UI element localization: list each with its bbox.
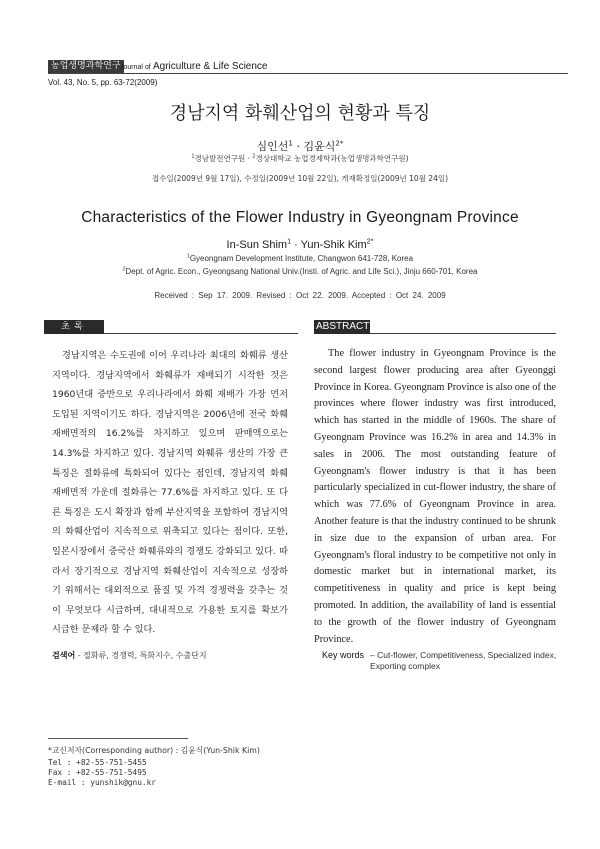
- affil-english-1-sup: 1: [186, 253, 190, 260]
- journal-header: [48, 60, 568, 76]
- keywords-korean: [52, 650, 288, 661]
- author1-english: In-Sun Shim: [226, 239, 288, 251]
- title-korean: 경남지역 화훼산업의 현황과 특징: [169, 103, 431, 124]
- volume-line: Vol. 43, No. 5, pp. 63-72(2009): [48, 78, 158, 87]
- affil-english-2-text: Dept. of Agric. Econ., Gyeongsang National Univ.(Insti. of Agric. and Life Sci.), Jinju 660-701, Korea: [125, 267, 478, 276]
- contact-fax: Fax : +82-55-751-5495: [48, 768, 147, 777]
- abstract-korean-heading: [44, 320, 298, 334]
- affil-korean-sup2: 2: [252, 153, 256, 160]
- abstract-korean-heading-label: 초록: [44, 320, 104, 334]
- keywords-english-label: Key words: [322, 650, 365, 660]
- keywords-english: [322, 650, 558, 672]
- abstract-english-heading: [314, 320, 556, 334]
- author-separator-english: ·: [291, 239, 301, 251]
- corresponding-footnote: [48, 746, 348, 788]
- keywords-english-values: – Cut-flower, Competitiveness, Specialized index, Exporting complex: [370, 650, 557, 671]
- affil-korean-sup1: 1: [191, 153, 195, 160]
- journal-badge: 농업생명과학연구: [48, 60, 124, 73]
- author1-korean: 심인선: [256, 140, 289, 153]
- author-separator-korean: ·: [292, 140, 304, 153]
- footnote-rule: [48, 738, 188, 739]
- contact-email: E-mail : yunshik@gnu.kr: [48, 778, 156, 787]
- affil-korean-1: 경남발전연구원 ·: [194, 154, 253, 163]
- abstract-korean-body: 경남지역은 수도권에 이어 우리나라 최대의 화훼류 생산지역이다. 경남지역에서 화훼류가 재배되기 시작한 것은 1960년대 중반으로 우리나라에서 화훼 재배가 가장 먼저 도입된 지역이기도 하다. 경남지역은 2006년에 전국 화훼 재배면적의 16.2%를 차지하고 있으며 판매액으로는 14.3%를 차지하고 있다. 경남지역 화훼류 생산의 가장 큰 특징은 절화류에 특화되어 있다는 점인데, 경남지역 화훼 재배면적 가운데 절화류는 77.6%를 차지하고 있다. 또 다른 특징은 도시 확장과 함께 부산지역을 포함하여 경남지역의 화훼산업이 지속적으로 위축되고 있다는 점이다. 또한, 일본시장에서 중국산 화훼류와의 경쟁도 강화되고 있다. 따라서 장기적으로 경남지역 화훼산업이 지속적으로 성장하기 위해서는 대외적으로 품질 및 가격 경쟁력을 갖추는 것이 무엇보다 시급하며, 대내적으로 가용한 토지를 확보가 시급한 문제라 할 수 있다.: [52, 350, 288, 636]
- affil-english-2-sup: 2: [122, 266, 126, 273]
- author2-korean-sup: 2*: [335, 138, 344, 148]
- affiliation-korean: [48, 154, 552, 164]
- dates-korean: 접수일(2009년 9월 17일), 수정일(2009년 10월 22일), 게재확정일(2009년 10월 24일): [151, 174, 449, 183]
- affil-korean-2: 경상대학교 농업경제학과(농업생명과학연구원): [255, 154, 409, 163]
- dates-english: Received : Sep 17. 2009. Revised : Oct 22. 2009. Accepted : Oct 24. 2009: [154, 291, 446, 300]
- keywords-korean-label: 검색어: [52, 651, 76, 660]
- authors-english: [48, 238, 552, 252]
- author1-english-sup: 1: [287, 237, 292, 246]
- journal-name-main: Agriculture & Life Science: [152, 61, 268, 72]
- author2-english: Yun-Shik Kim: [300, 239, 367, 251]
- journal-name-prefix: Journal of: [120, 64, 151, 71]
- header-rule: [48, 73, 568, 74]
- corresponding-author: *교신저자(Corresponding author) : 김윤식(Yun-Shik Kim): [48, 746, 260, 755]
- contact-tel: Tel : +82-55-751-5455: [48, 758, 147, 767]
- abstract-english-heading-label: ABSTRACT: [316, 321, 370, 332]
- affiliation-english-2: [48, 266, 552, 277]
- affil-english-1-text: Gyeongnam Development Institute, Changwon 641-728, Korea: [189, 254, 414, 263]
- authors-korean: [48, 140, 552, 154]
- journal-name: [120, 60, 268, 74]
- abstract-english-body: The flower industry in Gyeongnam Province is the second largest flower producing area after Gyeonggi Province in Korea. Gyeongnam Province is also one of the provinces where flower industry was first introduced, which has started in the middle of 1960s. The share of Gyeongnam Province was 16.2% in area and 14.3% in sales in 2006. The most outstanding feature of Gyeongnam's flower industry is that it has been particularly specialized in cut-flower industry, the share of which was 77.6% of Gyeongnam Province in area. Another feature is that the industry continued to be shrunk in size due to the expansion of urban area. For Gyeongnam's floral industry to be competitive not only in domestic market but in international market, its competitiveness in quality and price is kept being promoted. In addition, the availability of land is essential to the growth of the flower industry of Gyeongnam Province.: [314, 348, 556, 645]
- author2-korean: 김윤식: [303, 140, 336, 153]
- keywords-english-row: [322, 650, 558, 672]
- author2-english-sup: 2*: [366, 237, 374, 246]
- keywords-korean-values: - 절화류, 경쟁력, 특화지수, 수출단지: [75, 651, 207, 660]
- title-english: Characteristics of the Flower Industry in Gyeongnam Province: [81, 209, 519, 226]
- author1-korean-sup: 1: [288, 138, 293, 148]
- affiliation-english-1: [48, 253, 552, 264]
